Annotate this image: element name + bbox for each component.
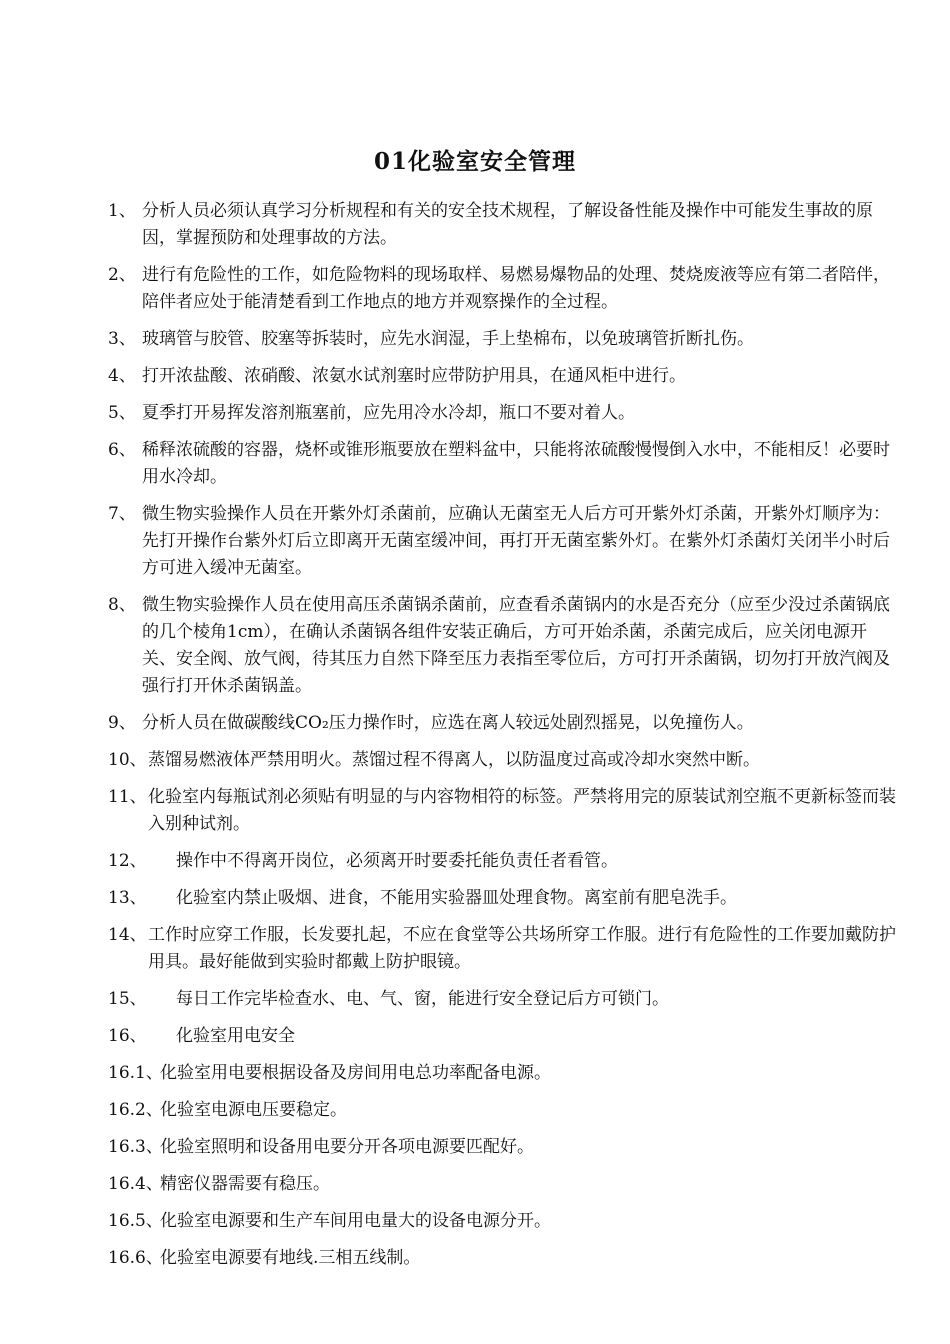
item-text: 玻璃管与胶管、胶塞等拆装时，应先水润湿，手上垫棉布，以免玻璃管折断扎伤。	[142, 329, 754, 349]
item-number: 7、	[108, 504, 136, 524]
rules-list	[108, 198, 898, 1282]
item-text: 化验室内每瓶试剂必须贴有明显的与内容物相符的标签。严禁将用完的原装试剂空瓶不更新标签而装入别种试剂。	[148, 787, 896, 834]
list-item	[108, 1171, 898, 1198]
item-text: 蒸馏易燃液体严禁用明火。蒸馏过程不得离人，以防温度过高或冷却水突然中断。	[148, 750, 760, 770]
item-text: 微生物实验操作人员在使用高压杀菌锅杀菌前，应查看杀菌锅内的水是否充分（应至少没过杀菌锅底的几个棱角1cm），在确认杀菌锅各组件安装正确后，方可开始杀菌，杀菌完成后，应关闭电源开关、安全阀、放气阀，待其压力自然下降至压力表指至零位后，方可打开杀菌锅，切勿打开放汽阀及强行打开休杀菌锅盖。	[142, 595, 890, 696]
item-number: 16、	[108, 1026, 147, 1046]
list-item	[108, 326, 898, 353]
list-item	[108, 1097, 898, 1124]
item-text: 化验室电源要有地线.三相五线制。	[160, 1248, 421, 1268]
item-number: 16.5、	[108, 1211, 163, 1231]
item-text: 精密仪器需要有稳压。	[160, 1174, 330, 1194]
item-number: 3、	[108, 329, 136, 349]
list-item	[108, 848, 898, 875]
item-text: 夏季打开易挥发溶剂瓶塞前，应先用冷水冷却，瓶口不要对着人。	[142, 403, 635, 423]
list-item	[108, 1023, 898, 1050]
page-title: 01化验室安全管理	[373, 148, 576, 175]
item-text: 化验室电源要和生产车间用电量大的设备电源分开。	[160, 1211, 551, 1231]
item-text: 进行有危险性的工作，如危险物料的现场取样、易燃易爆物品的处理、焚烧废液等应有第二者陪伴，陪伴者应处于能清楚看到工作地点的地方并观察操作的全过程。	[142, 265, 890, 312]
list-item	[108, 363, 898, 390]
item-number: 5、	[108, 403, 136, 423]
item-text: 化验室内禁止吸烟、进食，不能用实验器皿处理食物。离室前有肥皂洗手。	[176, 888, 737, 908]
item-text: 分析人员在做碳酸线CO₂压力操作时，应选在离人较远处剧烈摇晃，以免撞伤人。	[142, 713, 754, 733]
item-number: 8、	[108, 595, 136, 615]
list-item	[108, 986, 898, 1013]
item-number: 4、	[108, 366, 136, 386]
item-number: 12、	[108, 851, 147, 871]
list-item	[108, 1245, 898, 1272]
item-number: 16.6、	[108, 1248, 163, 1268]
item-text: 化验室用电要根据设备及房间用电总功率配备电源。	[160, 1063, 551, 1083]
list-item	[108, 1060, 898, 1087]
item-text: 化验室电源电压要稳定。	[160, 1100, 347, 1120]
item-number: 15、	[108, 989, 147, 1009]
list-item	[108, 262, 898, 316]
list-item	[108, 784, 898, 838]
item-number: 2、	[108, 265, 136, 285]
list-item	[108, 710, 898, 737]
list-item	[108, 501, 898, 582]
item-number: 9、	[108, 713, 136, 733]
list-item	[108, 747, 898, 774]
item-text: 打开浓盐酸、浓硝酸、浓氨水试剂塞时应带防护用具，在通风柜中进行。	[142, 366, 686, 386]
list-item	[108, 592, 898, 700]
item-number: 6、	[108, 440, 136, 460]
item-text: 化验室照明和设备用电要分开各项电源要匹配好。	[160, 1137, 534, 1157]
list-item	[108, 885, 898, 912]
item-number: 16.4、	[108, 1174, 163, 1194]
item-number: 10、	[108, 750, 147, 770]
item-text: 微生物实验操作人员在开紫外灯杀菌前，应确认无菌室无人后方可开紫外灯杀菌，开紫外灯顺序为：先打开操作台紫外灯后立即离开无菌室缓冲间，再打开无菌室紫外灯。在紫外灯杀菌灯关闭半小时后方可进入缓冲无菌室。	[142, 504, 890, 578]
item-text: 操作中不得离开岗位，必须离开时要委托能负责任者看管。	[176, 851, 618, 871]
list-item	[108, 1134, 898, 1161]
list-item	[108, 1208, 898, 1235]
list-item	[108, 400, 898, 427]
item-text: 分析人员必须认真学习分析规程和有关的安全技术规程，了解设备性能及操作中可能发生事故的原因，掌握预防和处理事故的方法。	[142, 201, 873, 248]
item-text: 化验室用电安全	[176, 1026, 295, 1046]
item-number: 16.3、	[108, 1137, 163, 1157]
item-number: 16.2、	[108, 1100, 163, 1120]
item-number: 11、	[108, 787, 147, 807]
item-text: 每日工作完毕检查水、电、气、窗，能进行安全登记后方可锁门。	[176, 989, 669, 1009]
list-item	[108, 198, 898, 252]
item-number: 1、	[108, 201, 136, 221]
item-text: 稀释浓硫酸的容器，烧杯或锥形瓶要放在塑料盆中，只能将浓硫酸慢慢倒入水中，不能相反！必要时用水冷却。	[142, 440, 890, 487]
item-number: 13、	[108, 888, 147, 908]
list-item	[108, 922, 898, 976]
item-number: 14、	[108, 925, 147, 945]
item-text: 工作时应穿工作服，长发要扎起，不应在食堂等公共场所穿工作服。进行有危险性的工作要加戴防护用具。最好能做到实验时都戴上防护眼镜。	[148, 925, 896, 972]
list-item	[108, 437, 898, 491]
item-number: 16.1、	[108, 1063, 163, 1083]
